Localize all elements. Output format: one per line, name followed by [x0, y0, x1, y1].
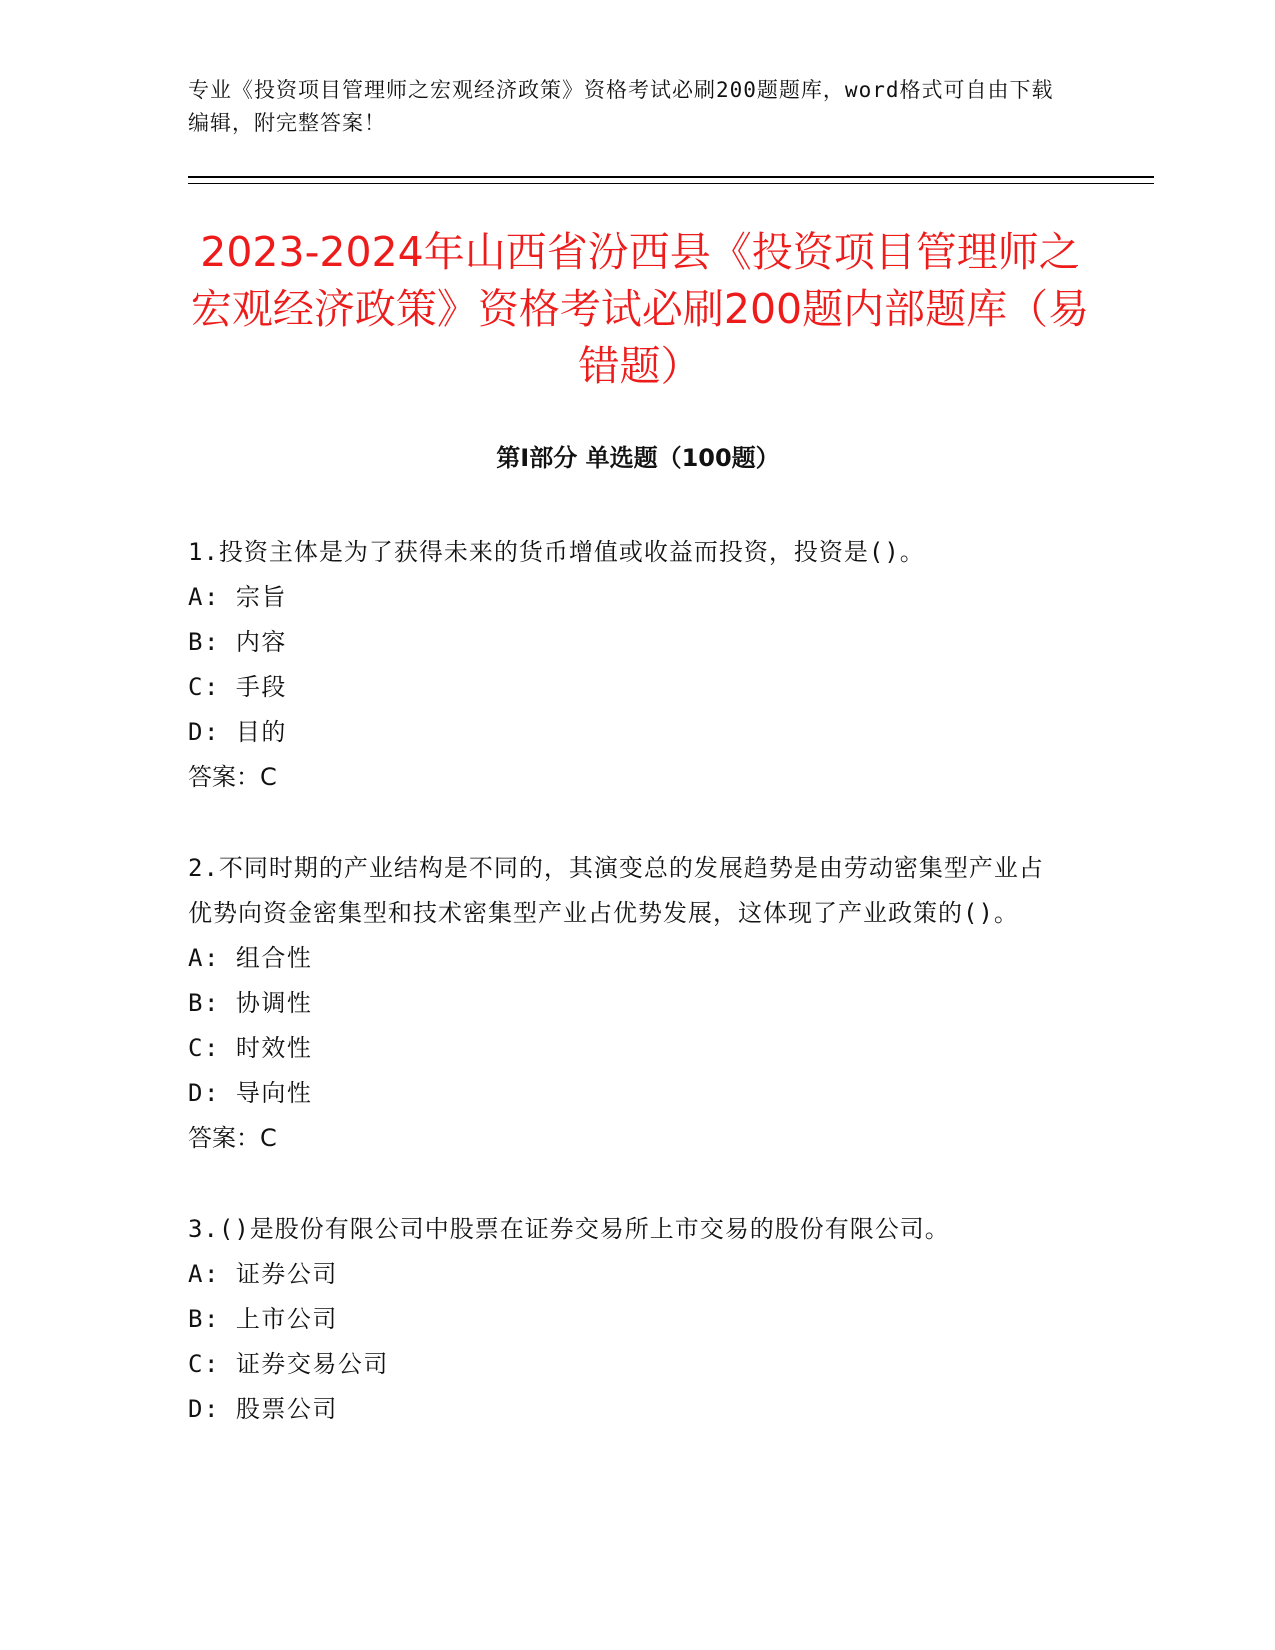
- option-b: B: 协调性: [188, 989, 313, 1017]
- header-note: 专业《投资项目管理师之宏观经济政策》资格考试必刷200题题库，word格式可自由下载编辑，附完整答案！: [188, 78, 1054, 135]
- header-divider-thick: [188, 176, 1154, 178]
- option-a: A: 组合性: [188, 944, 313, 972]
- question-stem: 3.()是股份有限公司中股票在证券交易所上市交易的股份有限公司。: [188, 1215, 950, 1243]
- answer-text: 答案：C: [188, 1124, 277, 1152]
- question-stem: 2.不同时期的产业结构是不同的，其演变总的发展趋势是由劳动密集型产业占优势向资金密集型和技术密集型产业占优势发展，这体现了产业政策的()。: [188, 854, 1044, 927]
- answer-text: 答案：C: [188, 763, 277, 791]
- option-d: D: 股票公司: [188, 1395, 338, 1423]
- option-c: C: 证券交易公司: [188, 1350, 389, 1378]
- option-d: D: 导向性: [188, 1079, 313, 1107]
- document-title: 2023-2024年山西省汾西县《投资项目管理师之宏观经济政策》资格考试必刷200题内部题库（易错题）: [190, 228, 1090, 390]
- option-a: A: 宗旨: [188, 583, 287, 611]
- header-divider-thin: [188, 183, 1154, 184]
- option-c: C: 手段: [188, 673, 287, 701]
- option-d: D: 目的: [188, 718, 287, 746]
- option-a: A: 证券公司: [188, 1260, 338, 1288]
- question-1: [188, 530, 1068, 800]
- question-3: [188, 1207, 1068, 1432]
- question-stem: 1.投资主体是为了获得未来的货币增值或收益而投资，投资是()。: [188, 538, 925, 566]
- question-2: [188, 846, 1068, 1161]
- question-list: [188, 530, 1068, 1478]
- section-title: 第Ⅰ部分 单选题（100题）: [496, 444, 780, 472]
- option-c: C: 时效性: [188, 1034, 313, 1062]
- option-b: B: 内容: [188, 628, 287, 656]
- option-b: B: 上市公司: [188, 1305, 338, 1333]
